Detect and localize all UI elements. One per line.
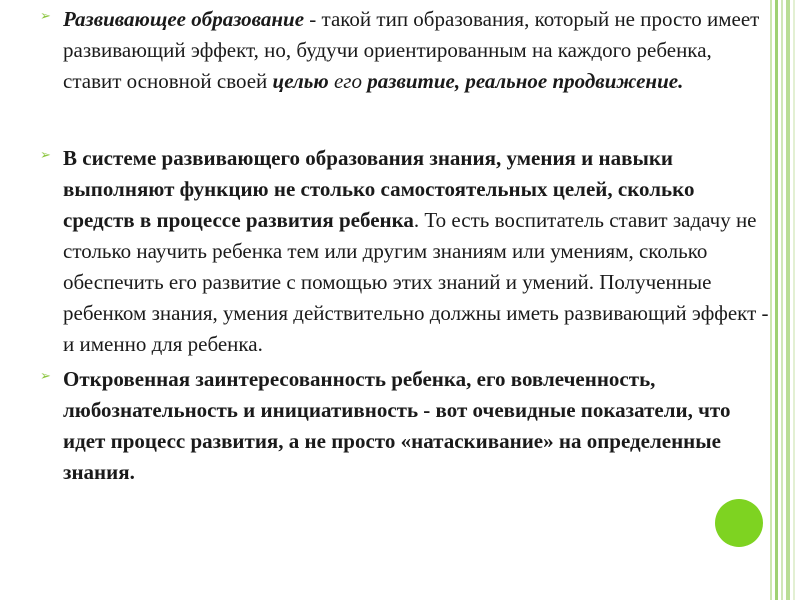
its-text: его bbox=[328, 69, 368, 93]
slide-content bbox=[40, 4, 770, 488]
development-text: развитие, реальное продвижение. bbox=[367, 69, 684, 93]
bold-statement: Откровенная заинтересованность ребенка, его вовлеченность, любознательность и инициативность - вот очевидные показатели, что идет процесс развития, а не просто «натаскивание» на определенные знания. bbox=[63, 367, 731, 484]
decorative-stripe bbox=[793, 0, 795, 600]
decorative-stripe bbox=[775, 0, 778, 600]
arrow-triangle-icon: ➢ bbox=[40, 148, 51, 163]
arrow-triangle-icon: ➢ bbox=[40, 369, 51, 384]
goal-text: целью bbox=[272, 69, 329, 93]
arrow-triangle-icon: ➢ bbox=[40, 9, 51, 24]
green-circle-decoration bbox=[715, 499, 763, 547]
bold-statement: В системе развивающего образования знания, умения и навыки выполняют функцию не столько самостоятельных целей, сколько средств в процессе развития ребенка bbox=[63, 146, 695, 232]
bullet-knowledge-function bbox=[40, 143, 770, 360]
bullet-developmental-education bbox=[40, 4, 770, 97]
decorative-stripe bbox=[786, 0, 790, 600]
explanation-text: . То есть воспитатель ставит задачу не столько научить ребенка тем или другим знаниям или умениям, сколько обеспечить его развитие с помощью этих знаний и умений. Полученные ребенком знания, умения действительно должны иметь развивающий эффект - и именно для ребенка. bbox=[63, 208, 769, 356]
decorative-stripe bbox=[770, 0, 772, 600]
term-text: Развивающее образование bbox=[63, 7, 305, 31]
definition-text: - такой тип образования, который не просто имеет развивающий эффект, но, будучи ориентированным на каждого ребенка, ставит основной своей bbox=[63, 7, 760, 93]
bullet-child-interest bbox=[40, 364, 770, 488]
decorative-stripe bbox=[781, 0, 783, 600]
